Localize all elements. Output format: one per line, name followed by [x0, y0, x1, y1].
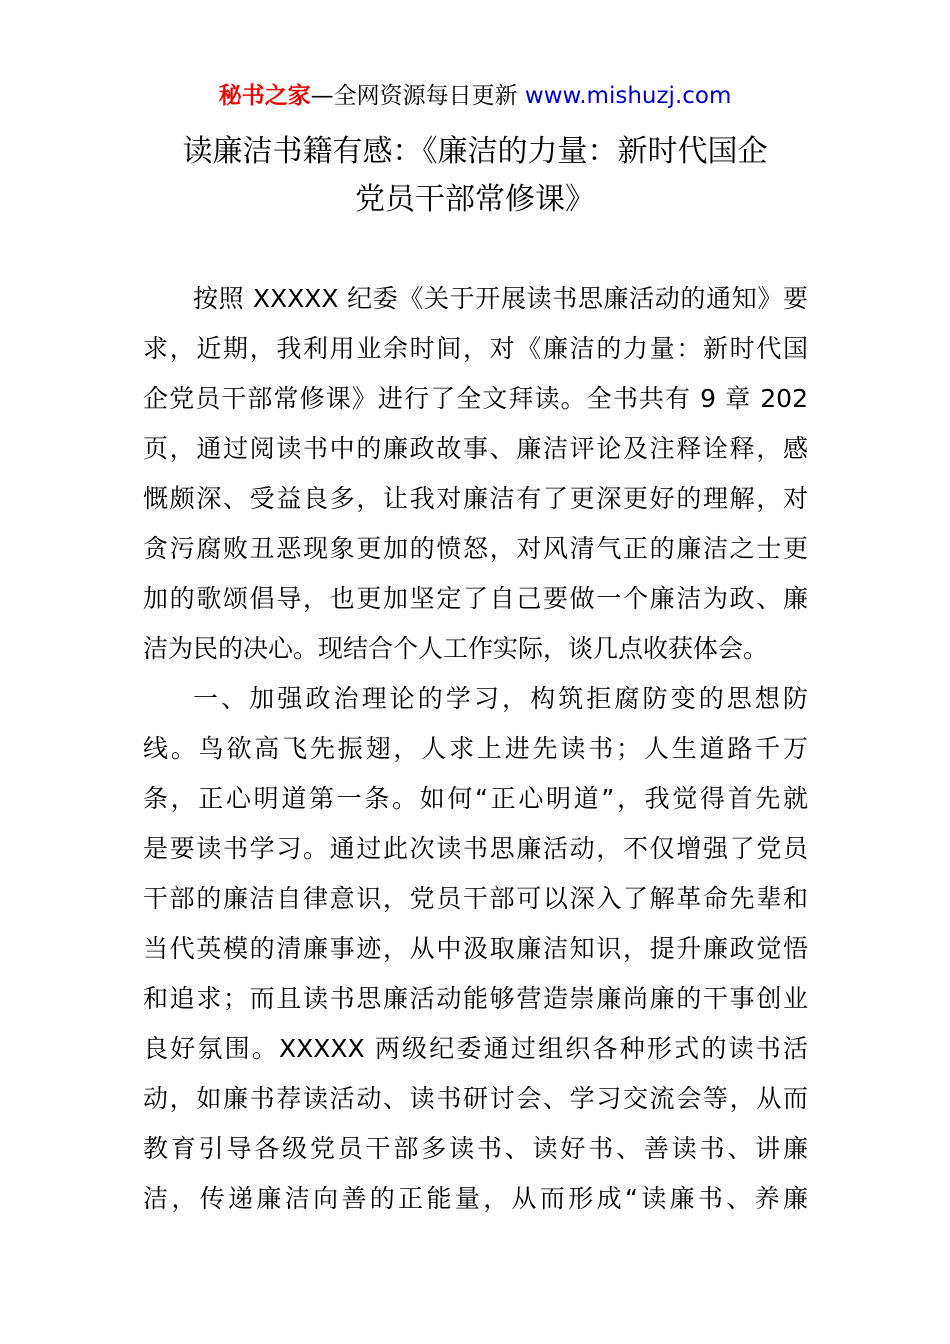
text-line: 按照 XXXXX 纪委《关于开展读书思廉活动的通知》要 [193, 284, 808, 313]
text-line: 一、加强政治理论的学习，构筑拒腐防变的思想防 [193, 684, 808, 713]
paragraph-intro [143, 274, 808, 674]
text-line: 洁，传递廉洁向善的正能量，从而形成“读廉书、养廉 [143, 1184, 808, 1213]
text-line: 良好氛围。XXXXX 两级纪委通过组织各种形式的读书活 [143, 1034, 808, 1063]
brand-name: 秘书之家 [218, 83, 311, 109]
text-line: 是要读书学习。通过此次读书思廉活动，不仅增强了党员 [143, 834, 808, 863]
text-line: 求，近期，我利用业余时间，对《廉洁的力量：新时代国 [143, 334, 808, 363]
paragraph-section-one [143, 674, 808, 1224]
site-url-link[interactable]: www.mishuzj.com [524, 83, 732, 109]
text-line: 和追求；而且读书思廉活动能够营造崇廉尚廉的干事创业 [143, 984, 808, 1013]
text-line: 慨颇深、受益良多，让我对廉洁有了更深更好的理解，对 [143, 484, 808, 513]
title-line: 党员干部常修课》 [355, 182, 595, 217]
document-body [143, 274, 808, 1224]
text-line: 干部的廉洁自律意识，党员干部可以深入了解革命先辈和 [143, 884, 808, 913]
text-line: 加的歌颂倡导，也更加坚定了自己要做一个廉洁为政、廉 [143, 584, 808, 613]
text-line: 条，正心明道第一条。如何“正心明道”，我觉得首先就 [143, 784, 808, 813]
text-line: 贪污腐败丑恶现象更加的愤怒，对风清气正的廉洁之士更 [143, 534, 808, 563]
text-line: 动，如廉书荐读活动、读书研讨会、学习交流会等，从而 [143, 1084, 808, 1113]
site-header [0, 80, 950, 112]
title-line: 读廉洁书籍有感：《廉洁的力量：新时代国企 [182, 134, 768, 169]
document-title [100, 128, 850, 224]
text-line: 企党员干部常修课》进行了全文拜读。全书共有 9 章 202 [143, 384, 808, 413]
text-line: 当代英模的清廉事迹，从中汲取廉洁知识，提升廉政觉悟 [143, 934, 808, 963]
text-line: 页，通过阅读书中的廉政故事、廉洁评论及注释诠释，感 [143, 434, 808, 463]
text-line: 洁为民的决心。现结合个人工作实际，谈几点收获体会。 [143, 634, 769, 663]
text-line: 线。鸟欲高飞先振翅，人求上进先读书；人生道路千万 [143, 734, 808, 763]
text-line: 教育引导各级党员干部多读书、读好书、善读书、讲廉 [143, 1134, 808, 1163]
header-slogan: —全网资源每日更新 [310, 83, 525, 109]
